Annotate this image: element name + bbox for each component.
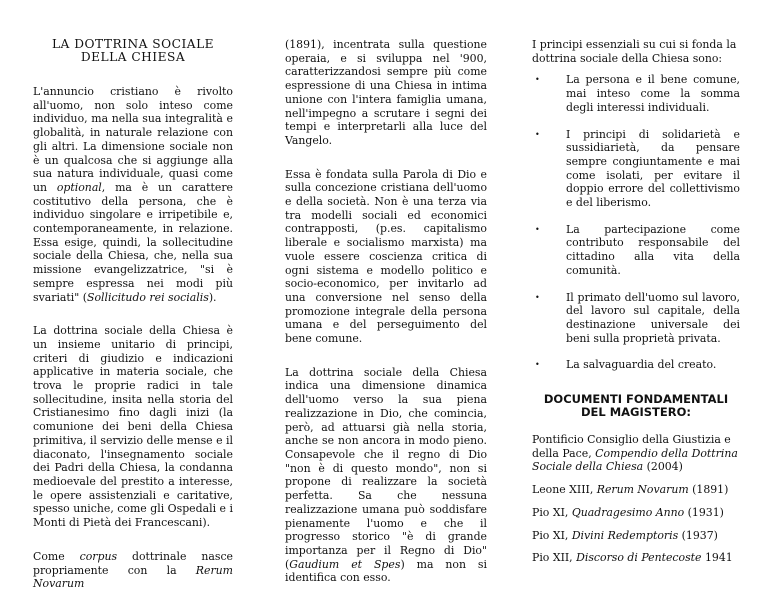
documents-heading-line-1: DOCUMENTI FONDAMENTALI: [543, 392, 729, 407]
documents-heading: [532, 393, 740, 419]
document-entry: Pio XI, Quadragesimo Anno (1931): [532, 505, 724, 519]
bullet-icon: •: [535, 360, 540, 370]
paragraph-foundation: Essa è fondata sulla Parola di Dio e sulla concezione cristiana dell'uomo e della società. Non è una terza via tra modelli sociali ed economici contrapposti, (p.es. capitalismo liberale e socialismo marxista) ma vuole essere coscienza critica di ogni sistema e modello politico e socio-economico, per invitarlo ad una conversione nel senso della promozione integrale della persona umana e del perseguimento del bene comune.: [285, 167, 487, 346]
bullet-icon: •: [535, 292, 540, 302]
paragraph-definition: La dottrina sociale della Chiesa è un insieme unitario di principi, criteri di giudizio e indicazioni applicative in materia sociale, che trova le proprie radici in tale sollecitudine, insita nella storia del Cristianesimo fino dagli inizi (la comunione dei beni della Chiesa primitiva, il servizio delle mense e il diaconato, l'insegnamento sociale dei Padri della Chiesa, la condanna medioevale del prestito a interesse, le opere assistenziali e caritative, spesso uniche, come gli Ospedali e i Monti di Pietà dei Francescani).: [33, 324, 233, 530]
principles-intro: I principi essenziali su cui si fonda la dottrina sociale della Chiesa sono:: [532, 38, 737, 65]
paragraph-dynamic: La dottrina sociale della Chiesa indica una dimensione dinamica dell'uomo verso la sua piena realizzazione in Dio, che comincia, però, ad attuarsi già nella storia, anche se non ancora in modo pieno. Consapevole che il regno di Dio "non è di questo mondo", non si propone di realizzare la società perfetta. Sa che nessuna realizzazione umana può soddisfare pienamente l'uomo e che il progresso storico "è di grande importanza per il Regno di Dio" (Gaudium et Spes) ma non si identifica con esso.: [285, 365, 487, 585]
paragraph-corpus: Come corpus dottrinale nasce propriamente con la Rerum Novarum: [33, 549, 233, 591]
list-item: • La salvaguardia del creato.: [535, 358, 717, 372]
list-item: • I principi di solidarietà e sussidiarietà, da pensare sempre congiuntamente e mai come isolati, per evitare il doppio errore del collettivismo e del liberismo.: [535, 127, 740, 210]
document-entry: Pontificio Consiglio della Giustizia e della Pace, Compendio della Dottrina Sociale della Chiesa (2004): [532, 433, 738, 474]
document-entry: Pio XII, Discorso di Pentecoste 1941: [532, 551, 733, 565]
column-1: [33, 38, 233, 591]
title-line-1: LA DOTTRINA SOCIALE: [51, 37, 215, 51]
document-entry: Leone XIII, Rerum Novarum (1891): [532, 483, 729, 497]
section-title: [33, 38, 233, 64]
column-2: [285, 38, 487, 585]
bullet-icon: •: [535, 75, 540, 85]
list-item: • Il primato dell'uomo sul lavoro, del lavoro sul capitale, della destinazione universale dei beni sulla proprietà privata.: [535, 290, 740, 345]
principles-list: [532, 73, 740, 372]
title-line-2: DELLA CHIESA: [80, 50, 186, 64]
list-item: • La persona e il bene comune, mai inteso come la somma degli interessi individuali.: [535, 73, 740, 114]
bullet-icon: •: [535, 224, 540, 234]
documents-heading-line-2: DEL MAGISTERO:: [580, 405, 691, 420]
paragraph-intro: L'annuncio cristiano è rivolto all'uomo, non solo inteso come individuo, ma nella sua integralità e globalità, in naturale relazione con gli altri. La dimensione sociale non è un qualcosa che si aggiunge alla sua natura individuale, quasi come un optional, ma è un carattere costitutivo della persona, che è individuo singolare e irripetibile e, contemporaneamente, in relazione. Essa esige, quindi, la sollecitudine sociale della Chiesa, che, nella sua missione evangelizzatrice, "si è sempre espressa nei modi più svariati" (Sollicitudo rei socialis).: [33, 85, 233, 304]
document-entry: Pio XI, Divini Redemptoris (1937): [532, 528, 718, 542]
column-3: [532, 38, 740, 574]
bullet-icon: •: [535, 129, 540, 139]
list-item: • La partecipazione come contributo responsabile del cittadino alla vita della comunità.: [535, 222, 740, 277]
paragraph-continuation: (1891), incentrata sulla questione operaia, e si sviluppa nel '900, caratterizzandosi sempre più come espressione di una Chiesa in intima unione con l'intera famiglia umana, nell'impegno a scrutare i segni dei tempi e interpretarli alla luce del Vangelo.: [285, 38, 487, 147]
